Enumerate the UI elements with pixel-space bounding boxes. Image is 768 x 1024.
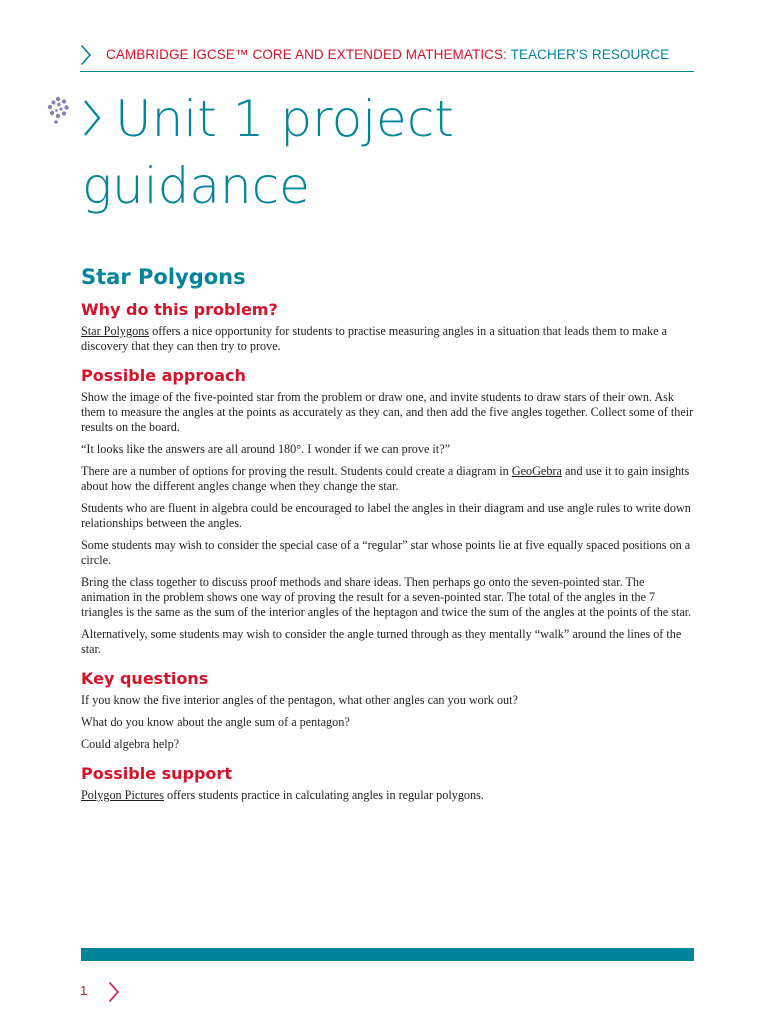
why-text: offers a nice opportunity for students to practise measuring angles in a situation that leads them to make a discovery that they can then try to prove. xyxy=(81,324,668,353)
chevron-right-icon xyxy=(108,981,120,1003)
approach-p3-before: There are a number of options for proving the result. Students could create a diagram in xyxy=(81,464,512,478)
header-rule xyxy=(80,71,694,72)
support-text: offers students practice in calculating angles in regular polygons. xyxy=(163,788,484,802)
running-header xyxy=(80,42,694,72)
page-title-line-2: guidance xyxy=(82,157,310,215)
star-polygons-link[interactable]: Star Polygons xyxy=(81,324,150,338)
approach-paragraph-3 xyxy=(81,464,696,494)
chevron-right-icon xyxy=(80,44,92,66)
approach-paragraph-5: Some students may wish to consider the special case of a “regular” star whose points lie at five equally spaced positions on a circle. xyxy=(81,538,691,567)
support-paragraph xyxy=(81,788,696,803)
page-title xyxy=(82,86,454,220)
section-title: Star Polygons xyxy=(81,265,246,289)
approach-heading: Possible approach xyxy=(81,366,246,385)
approach-paragraph-4: Students who are fluent in algebra could be encouraged to label the angles in their diagram and use angle rules to write down relationships between the angles. xyxy=(81,501,691,530)
approach-paragraph-6: Bring the class together to discuss proof methods and share ideas. Then perhaps go onto the seven-pointed star. The animation in the problem shows one way of proving the result for a seven-pointed star. The total of the angles in the 7 triangles is the same as the sum of the interior angles of the heptagon and twice the sum of the angles at the points of the star. xyxy=(81,575,692,619)
key-questions-heading: Key questions xyxy=(81,669,209,688)
page-number: 1 xyxy=(80,983,88,998)
main-content xyxy=(81,262,696,810)
approach-paragraph-7: Alternatively, some students may wish to consider the angle turned through as they mentally “walk” around the lines of the star. xyxy=(81,627,682,656)
header-title xyxy=(106,47,669,62)
key-question-2: What do you know about the angle sum of a pentagon? xyxy=(81,715,350,729)
spiral-dots-icon xyxy=(46,96,70,126)
why-heading: Why do this problem? xyxy=(81,300,278,319)
page-title-line-1: Unit 1 project xyxy=(115,90,454,148)
support-heading: Possible support xyxy=(81,764,232,783)
footer-bar xyxy=(81,948,694,961)
approach-paragraph-1: Show the image of the five-pointed star from the problem or draw one, and invite students to draw stars of their own. Ask them to measure the angles at the points as accurately as they can, and then add the five angles together. Collect some of their results on the board. xyxy=(81,390,694,434)
header-title-book: CAMBRIDGE IGCSE™ CORE AND EXTENDED MATHEMATICS: xyxy=(106,47,511,62)
key-question-3: Could algebra help? xyxy=(81,737,180,751)
key-question-1: If you know the five interior angles of the pentagon, what other angles can you work out? xyxy=(81,693,518,707)
header-title-resource: TEACHER’S RESOURCE xyxy=(510,47,670,62)
approach-paragraph-2: “It looks like the answers are all around 180°. I wonder if we can prove it?” xyxy=(81,442,451,456)
why-paragraph xyxy=(81,324,696,354)
geogebra-link[interactable]: GeoGebra xyxy=(511,464,562,478)
approach-p3-after: and use it to gain insights about how the different angles change when they change the star. xyxy=(81,464,690,493)
polygon-pictures-link[interactable]: Polygon Pictures xyxy=(81,788,164,802)
